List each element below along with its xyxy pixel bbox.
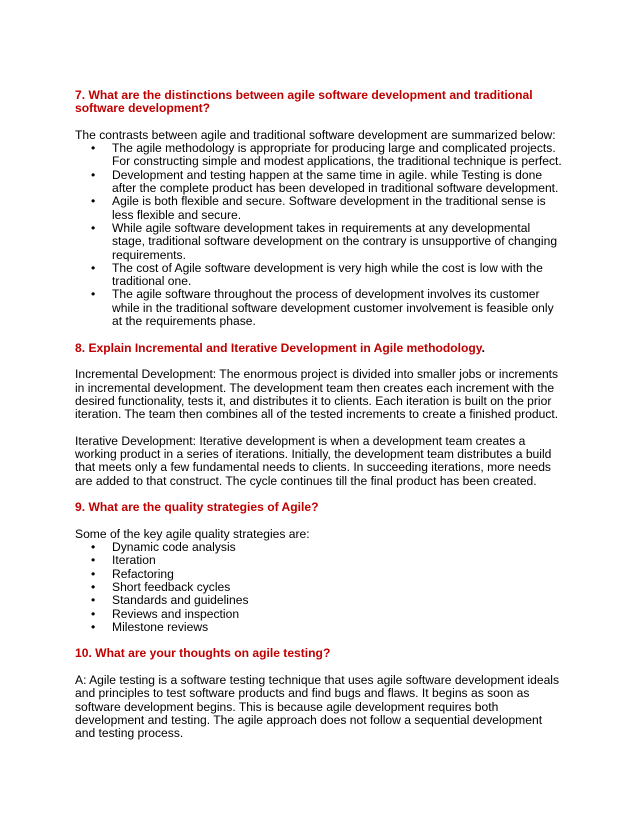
- q7-heading: 7. What are the distinctions between agile software development and traditional software development?: [75, 88, 533, 116]
- list-item: • The agile methodology is appropriate for producing large and complicated projects. For constructing simple and modest applications, the traditional technique is perfect.: [91, 141, 562, 169]
- bullet-icon: •: [91, 553, 96, 568]
- q9-intro: Some of the key agile quality strategies are:: [75, 526, 310, 541]
- bullet-icon: •: [91, 141, 96, 156]
- document-page: [75, 89, 563, 741]
- bullet-icon: •: [91, 220, 96, 235]
- bullet-icon: •: [91, 606, 96, 621]
- bullet-icon: •: [91, 579, 96, 594]
- list-item: • The agile software throughout the process of development involves its customer while in the traditional software development customer involvement is feasible only at the requirements phase.: [91, 287, 554, 329]
- bullet-icon: •: [91, 540, 96, 555]
- spacer: [75, 355, 563, 368]
- list-item: • Dynamic code analysis: [91, 540, 236, 555]
- q7-list: [75, 142, 563, 328]
- q7-intro: The contrasts between agile and traditional software development are summarized below:: [75, 127, 556, 142]
- q9-heading: 9. What are the quality strategies of Agile?: [75, 500, 319, 515]
- q10-heading: 10. What are your thoughts on agile testing?: [75, 646, 331, 661]
- spacer: [75, 634, 563, 647]
- list-item: • Agile is both flexible and secure. Software development in the traditional sense is less flexible and secure.: [91, 194, 546, 222]
- bullet-icon: •: [91, 287, 96, 302]
- list-item: • Milestone reviews: [91, 619, 209, 634]
- list-item: • Short feedback cycles: [91, 579, 231, 594]
- q8-iterative-paragraph: Iterative Development: Iterative development is when a development team creates a working product in a series of iterations. Initially, the development team distributes a build that meets only a few fundamental needs to clients. In succeeding iterations, more needs are added to that construct. The cycle continues till the final product has been created.: [75, 433, 552, 488]
- q9-list: [75, 541, 563, 634]
- q8-incremental-paragraph: Incremental Development: The enormous project is divided into smaller jobs or increments in incremental development. The development team then creates each increment with the desired functionality, tests it, and distributes it to clients. Each iteration is built on the prior iteration. The team then combines all of the tested increments to create a finished product.: [75, 367, 559, 422]
- spacer: [75, 421, 563, 434]
- q10-answer: A: Agile testing is a software testing technique that uses agile software development ideals and principles to test software products and find bugs and flaws. It begins as soon as software development begins. This is because agile development requires both development and testing. The agile approach does not follow a sequential development and testing process.: [75, 673, 560, 741]
- bullet-icon: •: [91, 167, 96, 182]
- bullet-icon: •: [91, 194, 96, 209]
- bullet-icon: •: [91, 619, 96, 634]
- bullet-icon: •: [91, 566, 96, 581]
- list-item: • Development and testing happen at the same time in agile. while Testing is done after the complete product has been developed in traditional software development.: [91, 167, 559, 196]
- spacer: [75, 116, 563, 129]
- bullet-icon: •: [91, 260, 96, 275]
- list-item: • Refactoring: [91, 566, 174, 581]
- bullet-icon: •: [91, 593, 96, 608]
- list-item: • Reviews and inspection: [91, 606, 240, 621]
- list-item: • Standards and guidelines: [91, 593, 249, 608]
- spacer: [75, 515, 563, 528]
- spacer: [75, 661, 563, 674]
- spacer: [75, 488, 563, 501]
- list-item: • The cost of Agile software development is very high while the cost is low with the traditional one.: [91, 260, 543, 289]
- list-item: • Iteration: [91, 553, 156, 568]
- q8-heading: 8. Explain Incremental and Iterative Development in Agile methodology.: [75, 340, 485, 355]
- list-item: • While agile software development takes in requirements at any developmental stage, traditional software development on the contrary is unsupportive of changing requirements.: [91, 220, 558, 262]
- spacer: [75, 328, 563, 341]
